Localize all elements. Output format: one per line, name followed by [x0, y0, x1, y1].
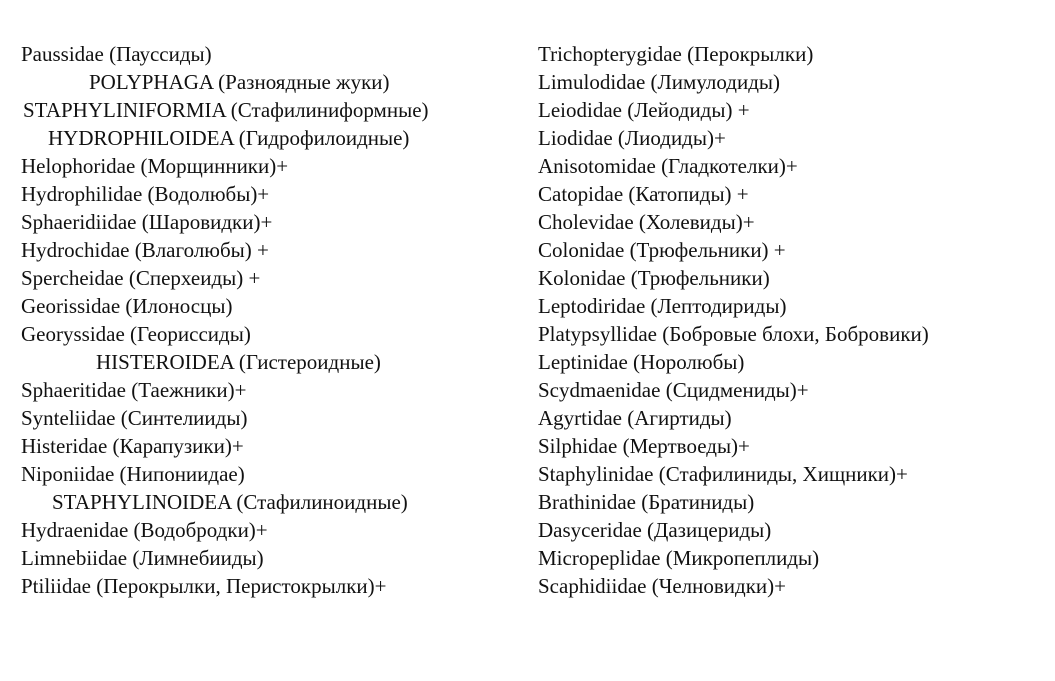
- right-line-8: Colonidae (Трюфельники) +: [538, 238, 786, 262]
- right-line-12: Leptinidae (Норолюбы): [538, 350, 745, 374]
- right-line-13: Scydmaenidae (Сцидмениды)+: [538, 378, 809, 402]
- right-line-20: Scaphidiidae (Челновидки)+: [538, 574, 787, 598]
- right-line-2: Limulodidae (Лимулодиды): [538, 70, 780, 94]
- right-line-4: Liodidae (Лиодиды)+: [538, 126, 726, 150]
- left-line-8: Hydrochidae (Влаголюбы) +: [21, 238, 269, 262]
- left-line-10: Georissidae (Илоносцы): [21, 294, 233, 318]
- right-line-3: Leiodidae (Лейодиды) +: [538, 98, 750, 122]
- left-line-18: Hydraenidae (Водобродки)+: [21, 518, 268, 542]
- left-line-1: Paussidae (Пауссиды): [21, 42, 212, 66]
- right-line-19: Micropeplidae (Микропеплиды): [538, 546, 820, 570]
- right-line-10: Leptodiridae (Лептодириды): [538, 294, 787, 318]
- left-line-16: Niponiidae (Нипониидае): [21, 462, 245, 486]
- left-line-4-heading: HYDROPHILOIDEA (Гидрофилоидные): [48, 126, 410, 150]
- right-line-1: Trichopterygidae (Перокрылки): [538, 42, 814, 66]
- left-line-3-heading: STAPHYLINIFORMIA (Стафилиниформные): [23, 98, 429, 122]
- left-line-6: Hydrophilidae (Водолюбы)+: [21, 182, 270, 206]
- left-line-5: Helophoridae (Морщинники)+: [21, 154, 289, 178]
- left-line-14: Synteliidae (Синтелииды): [21, 406, 248, 430]
- right-column: [538, 40, 1038, 600]
- left-line-7: Sphaeridiidae (Шаровидки)+: [21, 210, 273, 234]
- left-line-15: Histeridae (Карапузики)+: [21, 434, 244, 458]
- left-line-19: Limnebiidae (Лимнебииды): [21, 546, 264, 570]
- left-line-17-heading: STAPHYLINOIDEA (Стафилиноидные): [52, 490, 408, 514]
- right-line-14: Agyrtidae (Агиртиды): [538, 406, 732, 430]
- left-line-20: Ptiliidae (Перокрылки, Перистокрылки)+: [21, 574, 387, 598]
- right-line-7: Cholevidae (Холевиды)+: [538, 210, 755, 234]
- right-line-11: Platypsyllidae (Бобровые блохи, Бобровики): [538, 322, 929, 346]
- left-line-12-heading: HISTEROIDEA (Гистероидные): [96, 350, 381, 374]
- right-line-18: Dasyceridae (Дазицериды): [538, 518, 772, 542]
- right-line-15: Silphidae (Мертвоеды)+: [538, 434, 750, 458]
- left-column: [21, 40, 521, 600]
- right-line-9: Kolonidae (Трюфельники): [538, 266, 770, 290]
- left-line-13: Sphaeritidae (Таежники)+: [21, 378, 247, 402]
- right-line-5: Anisotomidae (Гладкотелки)+: [538, 154, 798, 178]
- left-line-9: Spercheidae (Сперхеиды) +: [21, 266, 261, 290]
- left-line-2-heading: POLYPHAGA (Разноядные жуки): [89, 70, 390, 94]
- right-line-16: Staphylinidae (Стафилиниды, Хищники)+: [538, 462, 908, 486]
- left-line-11: Georyssidae (Георисcиды): [21, 322, 251, 346]
- right-line-17: Brathinidae (Братиниды): [538, 490, 755, 514]
- right-line-6: Catopidae (Катопиды) +: [538, 182, 749, 206]
